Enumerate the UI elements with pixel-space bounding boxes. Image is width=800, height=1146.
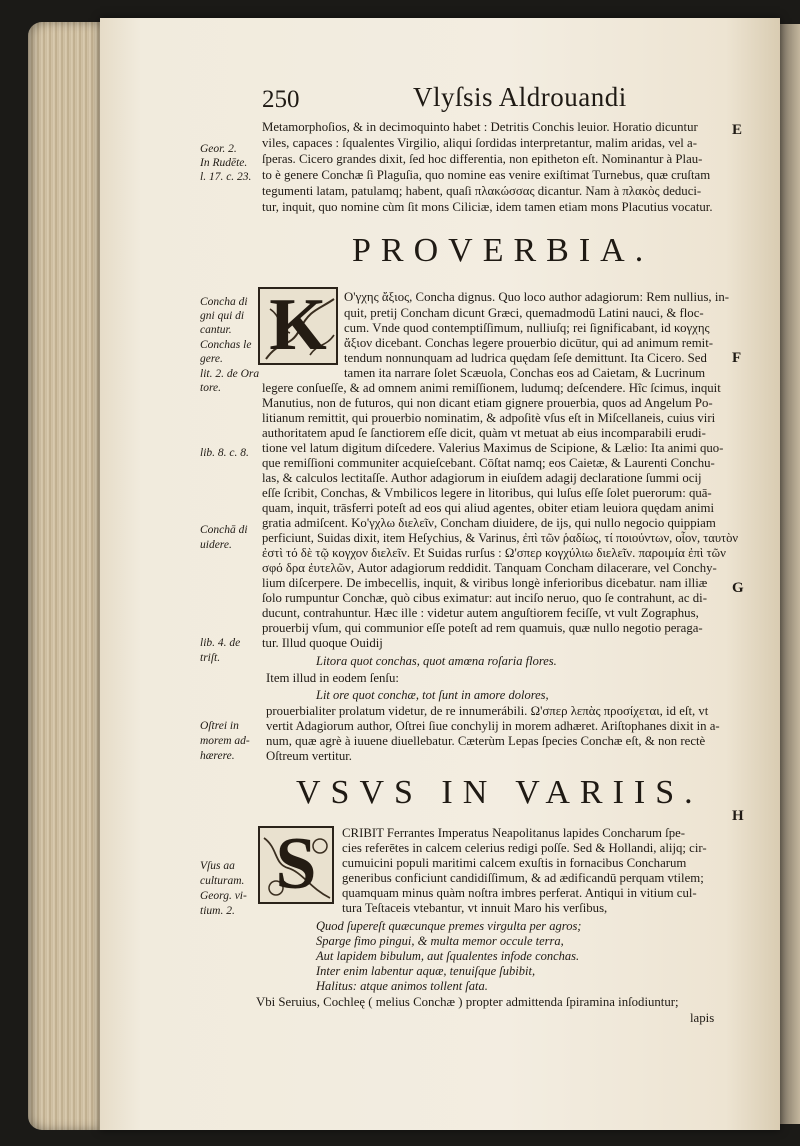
margin-note: hærere. xyxy=(200,750,235,762)
text-line: num, quæ agrè à iuuene diuellebatur. Cæterùm Lepas ſpecies Conchæ eſt, & non rectè xyxy=(266,734,706,748)
text-line: las, & calculos lectitaſſe. Author adagiorum in eiuſdem adagij declaratione ſummi ocij xyxy=(262,471,702,485)
page-mark-g: G xyxy=(732,580,744,596)
text-line: prouerbij vſum, qui communior eſſe poteſt ad rem quamuis, quæ nullo negotio peraga- xyxy=(262,621,703,635)
running-title: Vlyſsis Aldrouandi xyxy=(413,82,627,112)
text-line: tione vel latum digitum diſcedere. Valerius Maximus de Scipione, & Lælio: Ita animi quo- xyxy=(262,441,724,455)
margin-note: Conchā di xyxy=(200,524,248,536)
margin-note: Conchas le xyxy=(200,339,252,351)
verse-line: Aut lapidem bibulum, aut ſqualentes infode conchas. xyxy=(316,949,580,963)
margin-note: gni qui di xyxy=(200,310,245,322)
text-line: legere conſueſſe, & ad omnem animi remiſſionem, ludumq; deſcendere. Hîc ſcimus, inquit xyxy=(262,381,721,395)
margin-note: Concha di xyxy=(200,296,248,308)
decorated-initial-s xyxy=(258,826,334,904)
text-line: Oſtreum vertitur. xyxy=(266,749,353,763)
text-line: quam, inquit, trāsferri poteſt ad eos qui aliud agentes, obiter etiam leuiora quędam animi xyxy=(262,501,715,515)
text-line: ἐστὶ τό δὲ τῷ κογχον διελεῖν. Et Suidas rurſus : Ω'σπερ κογχύλιω διελεῖν. παροιμία ἐπὶ τῶν xyxy=(262,546,726,560)
margin-note: Geor. 2. xyxy=(200,143,237,155)
text-line: Manutius, non de futuros, qui non dicant etiam gignere prouerbia, quos ad Angelum Po- xyxy=(262,396,713,410)
verse-line: Sparge fimo pingui, & multa memor occule terra, xyxy=(316,934,564,948)
text-line: eſſe ſcribit, Conchas, & Vmbilicos legere in litoribus, qui luſus eſſe ſolet puerorum: quā- xyxy=(262,486,712,500)
catchword: lapis xyxy=(690,1011,715,1025)
section-heading-proverbia: PROVERBIA. xyxy=(352,232,654,269)
text-line: Item illud in eodem ſenſu: xyxy=(266,671,399,685)
page-block-edge xyxy=(28,22,110,1130)
text-line: quit, pretij Concham dicunt Græci, quemadmodū Latini nauci, & floc- xyxy=(344,306,704,320)
text-line: generibus conficiunt candidiſſimum, & ad ædificandū perquam vtilem; xyxy=(342,871,704,885)
text-line: ἄξιον dicebant. Conchas legere prouerbio dicūtur, qui ad animum remit- xyxy=(344,336,714,350)
text-line: vertit Adagiorum author, Oſtrei ſiue conchylij in morem adhæret. Ariſtophanes dixit in a- xyxy=(266,719,720,733)
page-number: 250 xyxy=(262,86,300,113)
verse-line: Inter enim labentur aquæ, tenuiſque ſubibit, xyxy=(316,964,536,978)
text-line: Ο'γχης ἄξιος, Concha dignus. Quo loco author adagiorum: Rem nullius, in- xyxy=(344,290,730,304)
text-line: ſolo rumpuntur Conchæ, quò cibus eximatur: aut inciſo neruo, quo ſe contrahunt, ac di- xyxy=(262,591,707,605)
text-line: authoritatem apud ſe ſanctiorem eſſe dicit, quàm vt metuat ab eius incomparabili erudi- xyxy=(262,426,706,440)
margin-note: Georg. vi- xyxy=(200,890,247,902)
page-mark-f: F xyxy=(732,350,742,366)
verse-line: Quod ſupereſt quæcunque premes virgulta per agros; xyxy=(316,919,582,933)
initial-letter: K xyxy=(269,287,327,365)
text-line: cumuicini populi maritimi calcem exuſtis in fornacibus Concharum xyxy=(342,856,687,870)
margin-note: morem ad- xyxy=(200,735,250,747)
text-line: lium diſcerpere. De imbecellis, inquit, & viribus longè inferioribus dicebatur. nam illiæ xyxy=(262,576,708,590)
text-line: prouerbialiter prolatum videtur, de re innumerábili. Ω'σπερ λεπὰς προσίχεται, id eſt, vt xyxy=(266,704,709,718)
margin-note: triſt. xyxy=(200,652,221,664)
text-line: tegumenti latam, patulamq; habent, quaſi πλακώσσας dicantur. Nam à πλακὸς deduci- xyxy=(262,184,702,198)
text-line: cum. Vnde quod contemptiſſimum, nulliuſq; rei ſignificabant, id κογχης xyxy=(344,321,710,335)
verse-line: Lit ore quot conchæ, tot ſunt in amore dolores, xyxy=(316,688,549,702)
margin-note: lib. 8. c. 8. xyxy=(200,447,249,459)
verse-line: Litora quot conchas, quot amœna roſaria flores. xyxy=(316,654,557,668)
text-line: ſperas. Cicero grandes dixit, ſed hoc differentia, non epitheton eſt. Nominantur à Plau- xyxy=(262,152,703,166)
text-line: to è genere Conchæ ſi Plaguſia, quo nomine eas venire exiſtimat Turnebus, quæ cruſtam xyxy=(262,168,711,182)
text-line: tura Teſtaceis vtebantur, vt innuit Maro his verſibus, xyxy=(342,901,608,915)
text-line: Metamorphoſios, & in decimoquinto habet : Detritis Conchis leuior. Horatio dicuntur xyxy=(262,120,698,134)
margin-note: Oſtrei in xyxy=(200,720,239,732)
facing-page-edge xyxy=(780,24,800,1124)
margin-note: cantur. xyxy=(200,324,232,336)
text-line: viles, capaces : ſqualentes Virgilio, aliqui ſordidas interpretantur, malim aridas, vel a- xyxy=(262,136,697,150)
margin-note: uidere. xyxy=(200,539,232,551)
section-heading-usus: VSVS IN VARIIS. xyxy=(296,774,703,811)
text-line: cies referētes in calcem celerius redigi poſſe. Sed & Hollandi, alijq; cir- xyxy=(342,841,707,855)
margin-note: lit. 2. de Ora xyxy=(200,368,260,380)
page-mark-e: E xyxy=(732,122,743,138)
margin-note: l. 17. c. 23. xyxy=(200,171,252,183)
text-line: σφό δρα ἐυτελῶν, Autor adagiorum reddidit. Tanquam Concham dilacerare, vel Conchy- xyxy=(262,561,717,575)
text-line: que remiſſioni communiter acquieſcebant. Cōſtat namq; eos Caietæ, & Laurenti Conchu- xyxy=(262,456,715,470)
margin-note: In Rudēte. xyxy=(200,157,248,169)
text-line: gratia admiſcent. Κο'γχλω διελεῖν, Concham diuidere, de ijs, qui nullo negocio quippiam xyxy=(262,516,716,530)
text-line: quamquam minus quàm noſtra imbres perferat. Antiqui in vitium cul- xyxy=(342,886,697,900)
text-line: perficiunt, Suidas dixit, item Heſychius, & Varinus, ἐπὶ τῶν ῥαδίως, τί ποιούντων, οἷον, ταυτὸν xyxy=(262,531,739,545)
margin-note: Vſus aa xyxy=(200,860,235,872)
text-line: tendum nonnunquam ad ludrica quędam ſeſe demittunt. Ita Cicero. Sed xyxy=(344,351,707,365)
margin-note: lib. 4. de xyxy=(200,637,241,649)
margin-note: tore. xyxy=(200,382,221,394)
text-line: tur. Illud quoque Ouidij xyxy=(262,636,383,650)
decorated-initial-k xyxy=(258,287,338,365)
page-mark-h: H xyxy=(732,808,744,824)
margin-note: culturam. xyxy=(200,875,245,887)
verse-line: Halitus: atque animos tollent ſata. xyxy=(316,979,488,993)
text-line: tur, inquit, quo nomine cùm ſit mons Ciliciæ, idem tamen etiam mons Placutius vocatur. xyxy=(262,200,713,214)
text-line: tamen ita narrare ſolet Scæuola, Conchas eos ad Caietam, & Lucrinum xyxy=(344,366,706,380)
text-line: Vbi Seruius, Cochleę ( melius Conchæ ) propter admittenda ſpiramina inſodiuntur; xyxy=(256,995,679,1009)
margin-note: gere. xyxy=(200,353,223,365)
margin-note: tium. 2. xyxy=(200,905,235,917)
text-line: CRIBIT Ferrantes Imperatus Neapolitanus lapides Concharum ſpe- xyxy=(342,826,686,840)
text-line: litianum remittit, qui prouerbio nominatim, & adpoſitè vſus eſt in Miſcellaneis, cuius viri xyxy=(262,411,716,425)
text-line: ducunt, contrahuntur. Hæc ille : videtur autem anguſtiorem feciſſe, vt vult Zographus, xyxy=(262,606,699,620)
initial-letter: S xyxy=(275,826,317,904)
